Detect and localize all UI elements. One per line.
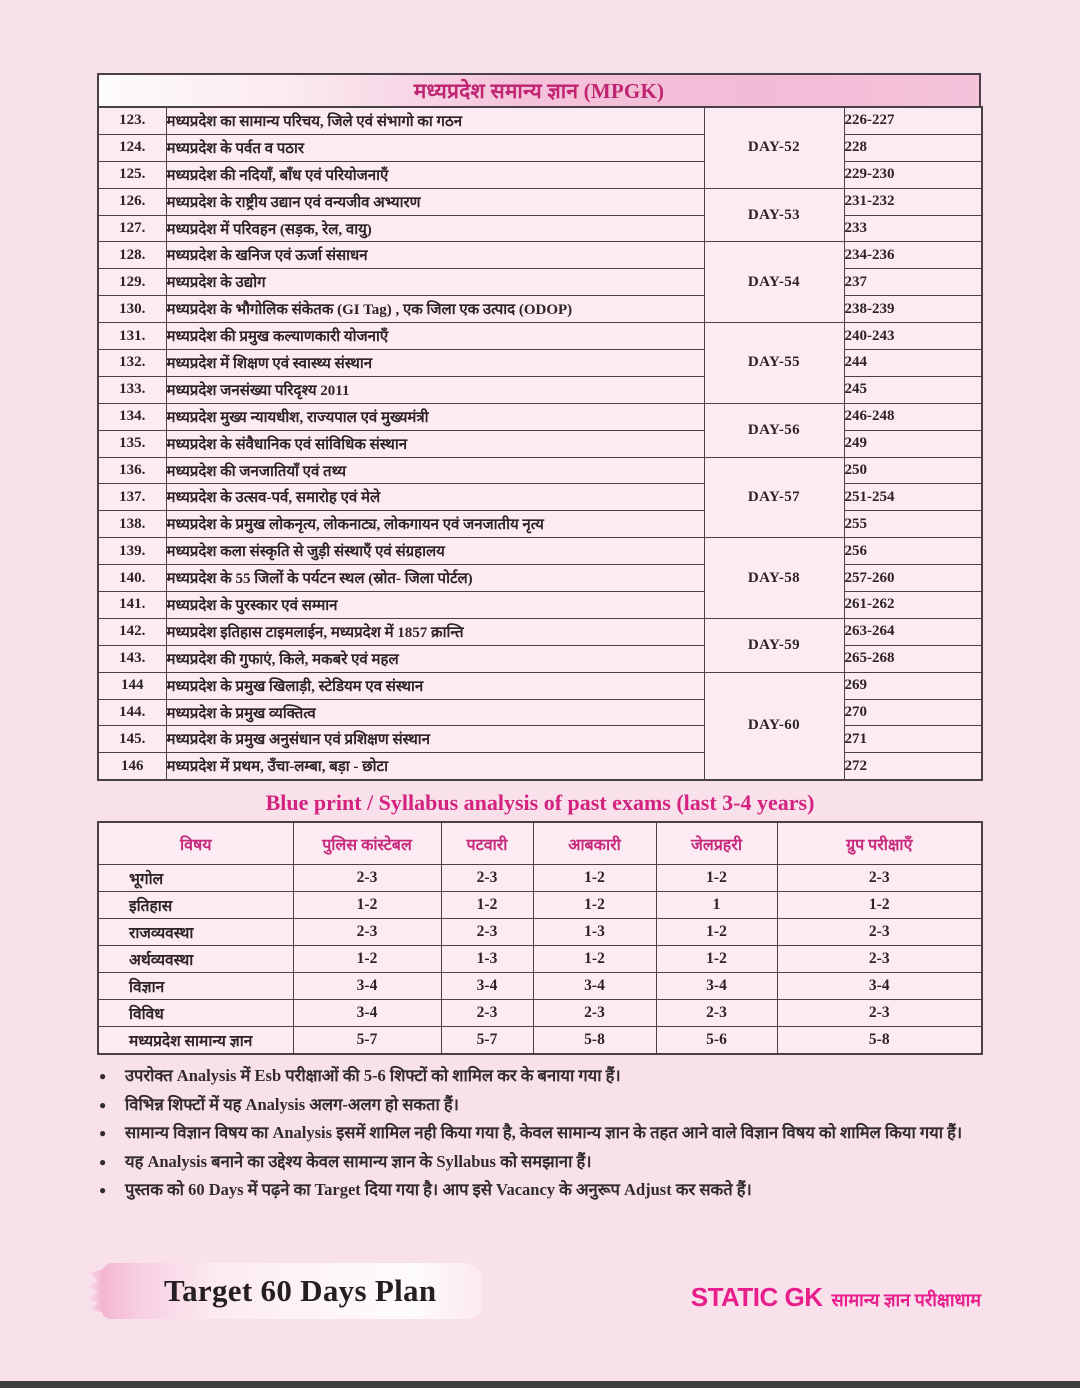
- topic-cell: मध्यप्रदेश के खनिज एवं ऊर्जा संसाधन: [166, 242, 704, 269]
- mpgk-section: [97, 73, 981, 781]
- mpgk-title: मध्यप्रदेश समान्य ज्ञान (MPGK): [413, 78, 665, 103]
- row-number: 145.: [98, 726, 166, 753]
- topic-cell: मध्यप्रदेश के प्रमुख अनुसंधान एवं प्रशिक्षण संस्थान: [166, 726, 704, 753]
- row-number: 136.: [98, 457, 166, 484]
- value-cell: 2-3: [441, 865, 533, 892]
- list-item: [99, 1148, 985, 1177]
- table-row: [98, 403, 982, 430]
- row-number: 124.: [98, 134, 166, 161]
- target-plan-banner: [102, 1263, 482, 1319]
- day-cell: DAY-52: [704, 107, 844, 188]
- value-cell: 2-3: [656, 1000, 777, 1027]
- row-number: 142.: [98, 618, 166, 645]
- subject-cell: अर्थव्यवस्था: [98, 946, 293, 973]
- row-number: 139.: [98, 538, 166, 565]
- pages-cell: 251-254: [844, 484, 982, 511]
- table-row: [98, 1000, 982, 1027]
- table-row: [98, 1027, 982, 1055]
- topic-cell: मध्यप्रदेश में परिवहन (सड़क, रेल, वायु): [166, 215, 704, 242]
- target-plan-label: Target 60 Days Plan: [164, 1273, 437, 1308]
- column-header: विषय: [98, 822, 293, 865]
- topic-cell: मध्यप्रदेश के प्रमुख लोकनृत्य, लोकनाट्य, लोकगायन एवं जनजातीय नृत्य: [166, 511, 704, 538]
- table-row: [98, 430, 982, 457]
- table-row: [98, 242, 982, 269]
- topic-cell: मध्यप्रदेश में शिक्षण एवं स्वास्थ्य संस्थान: [166, 350, 704, 377]
- value-cell: 5-6: [656, 1027, 777, 1055]
- table-row: [98, 107, 982, 134]
- pages-cell: 237: [844, 269, 982, 296]
- pages-cell: 234-236: [844, 242, 982, 269]
- column-header: जेलप्रहरी: [656, 822, 777, 865]
- value-cell: 5-7: [441, 1027, 533, 1055]
- blueprint-header-row: [98, 822, 982, 865]
- row-number: 146: [98, 753, 166, 780]
- topic-cell: मध्यप्रदेश मुख्य न्यायधीश, राज्यपाल एवं मुख्यमंत्री: [166, 403, 704, 430]
- value-cell: 1-2: [656, 919, 777, 946]
- topic-cell: मध्यप्रदेश के भौगोलिक संकेतक (GI Tag) , एक जिला एक उत्पाद (ODOP): [166, 296, 704, 323]
- subject-cell: विविध: [98, 1000, 293, 1027]
- note-text: यह Analysis बनाने का उद्देश्य केवल सामान्य ज्ञान के Syllabus को समझाना हैं।: [125, 1151, 592, 1171]
- pages-cell: 261-262: [844, 592, 982, 619]
- row-number: 144.: [98, 699, 166, 726]
- value-cell: 2-3: [777, 919, 982, 946]
- subject-cell: मध्यप्रदेश सामान्य ज्ञान: [98, 1027, 293, 1055]
- subject-cell: इतिहास: [98, 892, 293, 919]
- day-cell: DAY-60: [704, 672, 844, 780]
- topic-cell: मध्यप्रदेश के उद्योग: [166, 269, 704, 296]
- value-cell: 1-2: [293, 946, 441, 973]
- value-cell: 5-8: [777, 1027, 982, 1055]
- table-row: [98, 753, 982, 780]
- topic-cell: मध्यप्रदेश में प्रथम, उँचा-लम्बा, बड़ा - छोटा: [166, 753, 704, 780]
- table-row: [98, 699, 982, 726]
- value-cell: 1-2: [293, 892, 441, 919]
- note-text: विभिन्न शिफ्टों में यह Analysis अलग-अलग हो सकता हैं।: [125, 1094, 459, 1114]
- table-row: [98, 484, 982, 511]
- subject-cell: राजव्यवस्था: [98, 919, 293, 946]
- row-number: 143.: [98, 645, 166, 672]
- value-cell: 1-2: [441, 892, 533, 919]
- table-row: [98, 645, 982, 672]
- pages-cell: 245: [844, 376, 982, 403]
- blueprint-table: [97, 821, 983, 1055]
- note-text: उपरोक्त Analysis में Esb परीक्षाओं की 5-6 शिफ्टों को शामिल कर के बनाया गया हैं।: [125, 1066, 621, 1085]
- table-row: [98, 618, 982, 645]
- pages-cell: 271: [844, 726, 982, 753]
- table-row: [98, 892, 982, 919]
- subject-cell: भूगोल: [98, 865, 293, 892]
- pages-cell: 233: [844, 215, 982, 242]
- pages-cell: 265-268: [844, 645, 982, 672]
- table-row: [98, 457, 982, 484]
- column-header: आबकारी: [533, 822, 656, 865]
- pages-cell: 240-243: [844, 323, 982, 350]
- pages-cell: 249: [844, 430, 982, 457]
- topic-cell: मध्यप्रदेश के पर्वत व पठार: [166, 134, 704, 161]
- row-number: 128.: [98, 242, 166, 269]
- table-row: [98, 565, 982, 592]
- brand-logo: [691, 1282, 981, 1313]
- brand-name-en: STATIC GK: [690, 1282, 823, 1312]
- note-text: पुस्तक को 60 Days में पढ़ने का Target दिया गया है। आप इसे Vacancy के अनुरूप Adjust कर सकते हैं।: [125, 1180, 752, 1199]
- row-number: 133.: [98, 376, 166, 403]
- row-number: 138.: [98, 511, 166, 538]
- row-number: 137.: [98, 484, 166, 511]
- blueprint-title: Blue print / Syllabus analysis of past exams (last 3-4 years): [265, 790, 815, 815]
- row-number: 141.: [98, 592, 166, 619]
- table-row: [98, 511, 982, 538]
- row-number: 134.: [98, 403, 166, 430]
- table-row: [98, 946, 982, 973]
- list-item: [99, 1062, 985, 1091]
- pages-cell: 250: [844, 457, 982, 484]
- mpgk-table: [97, 106, 983, 781]
- topic-cell: मध्यप्रदेश के उत्सव-पर्व, समारोह एवं मेले: [166, 484, 704, 511]
- value-cell: 1-2: [656, 946, 777, 973]
- column-header: पुलिस कांस्टेबल: [293, 822, 441, 865]
- row-number: 125.: [98, 161, 166, 188]
- day-cell: DAY-54: [704, 242, 844, 323]
- topic-cell: मध्यप्रदेश के पुरस्कार एवं सम्मान: [166, 592, 704, 619]
- row-number: 144: [98, 672, 166, 699]
- row-number: 132.: [98, 350, 166, 377]
- value-cell: 2-3: [533, 1000, 656, 1027]
- table-row: [98, 726, 982, 753]
- table-row: [98, 592, 982, 619]
- table-row: [98, 350, 982, 377]
- value-cell: 1: [656, 892, 777, 919]
- value-cell: 3-4: [293, 1000, 441, 1027]
- table-row: [98, 538, 982, 565]
- table-row: [98, 865, 982, 892]
- row-number: 130.: [98, 296, 166, 323]
- bullet-icon: ●: [99, 1183, 107, 1197]
- row-number: 129.: [98, 269, 166, 296]
- topic-cell: मध्यप्रदेश के प्रमुख खिलाड़ी, स्टेडियम एव संस्थान: [166, 672, 704, 699]
- value-cell: 1-2: [533, 892, 656, 919]
- topic-cell: मध्यप्रदेश की गुफाएं, किले, मकबरे एवं महल: [166, 645, 704, 672]
- pages-cell: 269: [844, 672, 982, 699]
- table-row: [98, 919, 982, 946]
- list-item: [99, 1176, 985, 1205]
- pages-cell: 256: [844, 538, 982, 565]
- day-cell: DAY-59: [704, 618, 844, 672]
- topic-cell: मध्यप्रदेश की प्रमुख कल्याणकारी योजनाएँ: [166, 323, 704, 350]
- value-cell: 2-3: [441, 919, 533, 946]
- value-cell: 5-8: [533, 1027, 656, 1055]
- pages-cell: 246-248: [844, 403, 982, 430]
- topic-cell: मध्यप्रदेश कला संस्कृति से जुड़ी संस्थाएँ एवं संग्रहालय: [166, 538, 704, 565]
- list-item: [99, 1091, 985, 1120]
- table-row: [98, 269, 982, 296]
- topic-cell: मध्यप्रदेश इतिहास टाइमलाईन, मध्यप्रदेश में 1857 क्रान्ति: [166, 618, 704, 645]
- topic-cell: मध्यप्रदेश का सामान्य परिचय, जिले एवं संभागो का गठन: [166, 107, 704, 134]
- day-cell: DAY-53: [704, 188, 844, 242]
- topic-cell: मध्यप्रदेश के 55 जिलों के पर्यटन स्थल (स्रोत- जिला पोर्टल): [166, 565, 704, 592]
- row-number: 127.: [98, 215, 166, 242]
- value-cell: 2-3: [777, 946, 982, 973]
- value-cell: 1-2: [777, 892, 982, 919]
- table-row: [98, 296, 982, 323]
- value-cell: 2-3: [441, 1000, 533, 1027]
- value-cell: 2-3: [777, 865, 982, 892]
- table-row: [98, 215, 982, 242]
- day-cell: DAY-57: [704, 457, 844, 538]
- value-cell: 2-3: [293, 865, 441, 892]
- bullet-icon: ●: [99, 1069, 107, 1083]
- column-header: ग्रुप परीक्षाएँ: [777, 822, 982, 865]
- brand-name-hi: सामान्य ज्ञान परीक्षाधाम: [831, 1290, 981, 1310]
- table-row: [98, 161, 982, 188]
- pages-cell: 238-239: [844, 296, 982, 323]
- topic-cell: मध्यप्रदेश के संवैधानिक एवं सांविधिक संस्थान: [166, 430, 704, 457]
- table-row: [98, 188, 982, 215]
- notes-list: [99, 1062, 985, 1205]
- mpgk-title-banner: [97, 73, 981, 106]
- topic-cell: मध्यप्रदेश की नदियाँ, बाँध एवं परियोजनाएँ: [166, 161, 704, 188]
- row-number: 126.: [98, 188, 166, 215]
- pages-cell: 231-232: [844, 188, 982, 215]
- value-cell: 1-2: [533, 946, 656, 973]
- value-cell: 2-3: [293, 919, 441, 946]
- row-number: 135.: [98, 430, 166, 457]
- value-cell: 1-3: [533, 919, 656, 946]
- topic-cell: मध्यप्रदेश की जनजातियाँ एवं तथ्य: [166, 457, 704, 484]
- value-cell: 1-3: [441, 946, 533, 973]
- table-row: [98, 323, 982, 350]
- bullet-icon: ●: [99, 1097, 107, 1112]
- pages-cell: 244: [844, 350, 982, 377]
- row-number: 140.: [98, 565, 166, 592]
- day-cell: DAY-56: [704, 403, 844, 457]
- value-cell: 3-4: [533, 973, 656, 1000]
- value-cell: 1-2: [533, 865, 656, 892]
- pages-cell: 272: [844, 753, 982, 780]
- pages-cell: 229-230: [844, 161, 982, 188]
- table-row: [98, 672, 982, 699]
- table-row: [98, 973, 982, 1000]
- bullet-icon: ●: [99, 1154, 107, 1169]
- note-text: सामान्य विज्ञान विषय का Analysis इसमें शामिल नही किया गया है, केवल सामान्य ज्ञान के तहत आने वाले विज्ञान विषय को शामिल किया गया हैं।: [125, 1123, 963, 1142]
- day-cell: DAY-55: [704, 323, 844, 404]
- value-cell: 2-3: [777, 1000, 982, 1027]
- subject-cell: विज्ञान: [98, 973, 293, 1000]
- day-cell: DAY-58: [704, 538, 844, 619]
- table-row: [98, 134, 982, 161]
- pages-cell: 263-264: [844, 618, 982, 645]
- column-header: पटवारी: [441, 822, 533, 865]
- value-cell: 3-4: [656, 973, 777, 1000]
- pages-cell: 270: [844, 699, 982, 726]
- value-cell: 3-4: [441, 973, 533, 1000]
- page-bottom-edge: [0, 1381, 1080, 1388]
- value-cell: 3-4: [293, 973, 441, 1000]
- topic-cell: मध्यप्रदेश के प्रमुख व्यक्तित्व: [166, 699, 704, 726]
- pages-cell: 228: [844, 134, 982, 161]
- topic-cell: मध्यप्रदेश जनसंख्या परिदृश्य 2011: [166, 376, 704, 403]
- value-cell: 5-7: [293, 1027, 441, 1055]
- value-cell: 1-2: [656, 865, 777, 892]
- bullet-icon: ●: [99, 1126, 107, 1140]
- pages-cell: 226-227: [844, 107, 982, 134]
- topic-cell: मध्यप्रदेश के राष्ट्रीय उद्यान एवं वन्यजीव अभ्यारण: [166, 188, 704, 215]
- pages-cell: 257-260: [844, 565, 982, 592]
- row-number: 123.: [98, 107, 166, 134]
- value-cell: 3-4: [777, 973, 982, 1000]
- row-number: 131.: [98, 323, 166, 350]
- list-item: [99, 1119, 985, 1148]
- table-row: [98, 376, 982, 403]
- pages-cell: 255: [844, 511, 982, 538]
